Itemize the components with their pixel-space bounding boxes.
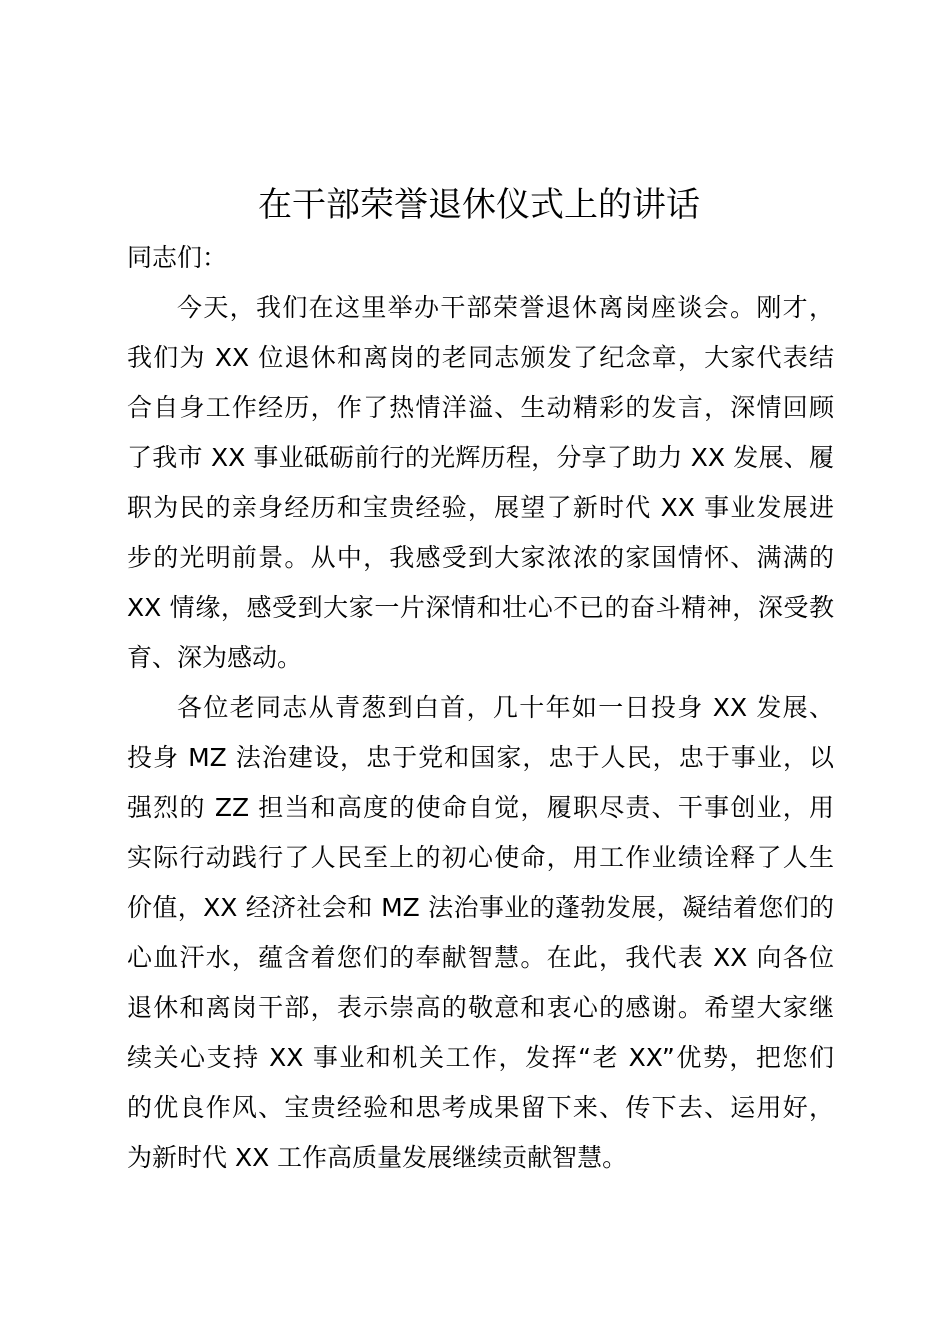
- text-line: 强烈的 ZZ 担当和高度的使命自觉，履职尽责、干事创业，用: [127, 793, 834, 822]
- text-line: 了我市 XX 事业砥砺前行的光辉历程，分享了助力 XX 发展、履: [127, 443, 834, 472]
- text-line: 为新时代 XX 工作高质量发展继续贡献智慧。: [127, 1143, 628, 1172]
- document-title: 在干部荣誉退休仪式上的讲话: [258, 185, 700, 225]
- text-line: 职为民的亲身经历和宝贵经验，展望了新时代 XX 事业发展进: [127, 493, 834, 522]
- text-line: 实际行动践行了人民至上的初心使命，用工作业绩诠释了人生: [127, 843, 834, 872]
- greeting: 同志们：: [127, 243, 228, 272]
- text-line: 的优良作风、宝贵经验和思考成果留下来、传下去、运用好，: [127, 1093, 834, 1122]
- text-line: 育、深为感动。: [127, 643, 303, 672]
- text-line: 步的光明前景。从中，我感受到大家浓浓的家国情怀、满满的: [127, 543, 834, 572]
- text-line: 续关心支持 XX 事业和机关工作，发挥“老 XX”优势，把您们: [127, 1043, 834, 1072]
- text-line: 退休和离岗干部，表示崇高的敬意和衷心的感谢。希望大家继: [127, 993, 834, 1022]
- text-line: 各位老同志从青葱到白首，几十年如一日投身 XX 发展、: [177, 693, 834, 722]
- document-body: [127, 233, 834, 1183]
- paragraph-2: [127, 683, 834, 1183]
- text-line: 我们为 XX 位退休和离岗的老同志颁发了纪念章，大家代表结: [127, 343, 834, 372]
- text-line: XX 情缘，感受到大家一片深情和壮心不已的奋斗精神，深受教: [127, 593, 834, 622]
- text-line: 今天，我们在这里举办干部荣誉退休离岗座谈会。刚才，: [177, 293, 834, 322]
- text-line: 合自身工作经历，作了热情洋溢、生动精彩的发言，深情回顾: [127, 393, 834, 422]
- text-line: 价值，XX 经济社会和 MZ 法治事业的蓬勃发展，凝结着您们的: [127, 893, 834, 922]
- text-line: 心血汗水，蕴含着您们的奉献智慧。在此，我代表 XX 向各位: [127, 943, 834, 972]
- paragraph-1: [127, 283, 834, 683]
- text-line: 投身 MZ 法治建设，忠于党和国家，忠于人民，忠于事业，以: [127, 743, 834, 772]
